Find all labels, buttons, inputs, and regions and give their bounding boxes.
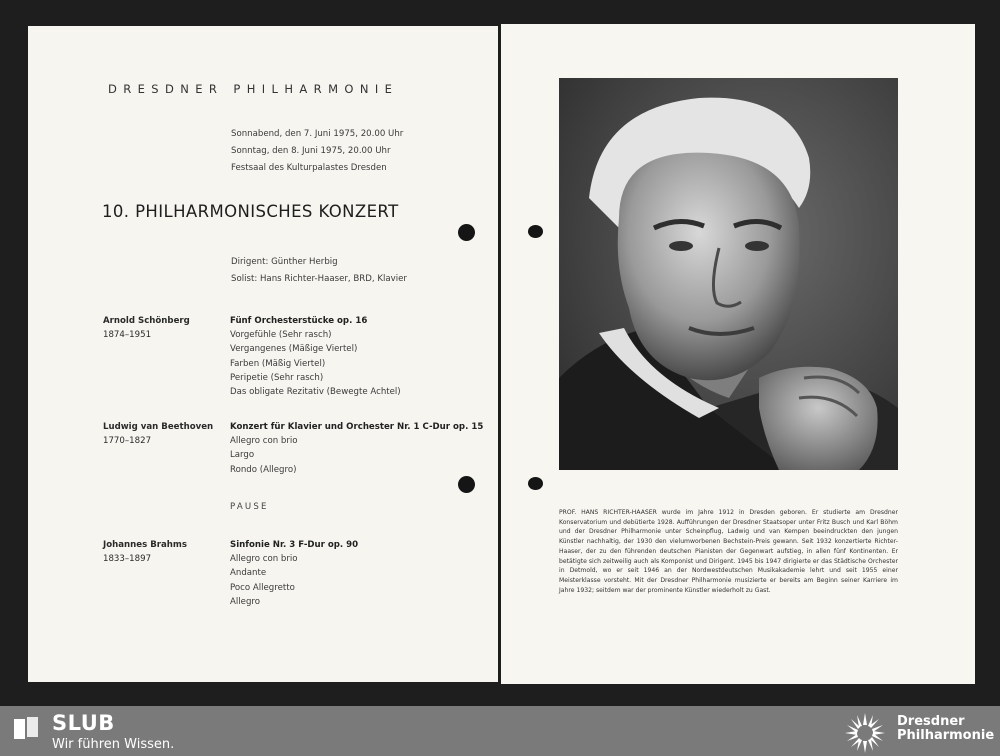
venue-line: Festsaal des Kulturpalastes Dresden — [231, 163, 387, 173]
conductor-line: Dirigent: Günther Herbig — [231, 257, 338, 267]
date-line: Sonntag, den 8. Juni 1975, 20.00 Uhr — [231, 146, 391, 156]
movement: Allegro con brio — [230, 554, 298, 565]
soloist-line: Solist: Hans Richter-Haaser, BRD, Klavier — [231, 274, 407, 284]
biography-text: PROF. HANS RICHTER-HAASER wurde im Jahre 1912 in Dresden geboren. Er studierte am Dresdner Konservatorium und debütierte 1928. Aufführungen der Dresdner Staatsoper unter Fritz Busch und Karl Böhm und der Dresdner Philharmonie unter Scheinpflug, Ladwig und van Kempen beeindruckten den jungen Künstler nachhaltig, der 1930 den vielumworbenen Bechstein-Preis gewann. Seit 1932 konzertierte Richter-Haaser, der zu den führenden deutschen Pianisten der Gegenwart aufstieg, in allen fünf Kontinenten. Er betätigte sich zeitweilig auch als Komponist und Dirigent. 1945 bis 1947 dirigierte er das Städtische Orchester in Detmold, wo er seit 1946 an der Nordwestdeutschen Musikakademie lehrt und seit 1955 einer Meisterklasse vorsteht. Mit der Dresdner Philharmonie musizierte er bereits am Beginn seiner Karriere im Jahre 1932; seitdem war der prominente Künstler wiederholt zu Gast. — [559, 509, 898, 594]
movement: Allegro con brio — [230, 436, 298, 447]
punch-hole — [458, 224, 475, 241]
portrait-image — [559, 78, 898, 470]
composer-name: Arnold Schönberg — [103, 316, 190, 326]
book-icon — [12, 715, 40, 743]
punch-hole — [528, 477, 543, 490]
date-line: Sonnabend, den 7. Juni 1975, 20.00 Uhr — [231, 129, 404, 139]
composer-years: 1770–1827 — [103, 436, 152, 446]
movement: Vorgefühle (Sehr rasch) — [230, 330, 332, 341]
work-title: Konzert für Klavier und Orchester Nr. 1 C-Dur op. 15 — [230, 422, 484, 432]
dp-name-line: Dresdner — [897, 714, 965, 729]
movement: Das obligate Rezitativ (Bewegte Achtel) — [230, 387, 401, 398]
work-title: Fünf Orchesterstücke op. 16 — [230, 316, 368, 326]
movement: Farben (Mäßig Viertel) — [230, 358, 326, 369]
slub-name: SLUB — [52, 711, 115, 735]
composer-info — [103, 314, 190, 342]
composer-years: 1874–1951 — [103, 330, 152, 340]
organization-heading: DRESDNER PHILHARMONIE — [108, 82, 399, 96]
movement: Vergangenes (Mäßige Viertel) — [230, 344, 358, 355]
composer-years: 1833–1897 — [103, 554, 152, 564]
right-page — [501, 24, 975, 684]
composer-name: Johannes Brahms — [103, 540, 187, 550]
portrait-photo — [559, 78, 898, 470]
composer-name: Ludwig van Beethoven — [103, 422, 214, 432]
concert-title: 10. PHILHARMONISCHES KONZERT — [102, 202, 399, 221]
concert-dates — [231, 126, 403, 177]
work-info — [230, 420, 483, 477]
punch-hole — [458, 476, 475, 493]
movement: Andante — [230, 568, 267, 579]
performer-credits — [231, 254, 407, 288]
work-title: Sinfonie Nr. 3 F-Dur op. 90 — [230, 540, 359, 550]
movement: Poco Allegretto — [230, 582, 295, 593]
dp-name — [897, 715, 994, 743]
movement: Largo — [230, 450, 255, 461]
sunburst-logo-icon — [843, 711, 887, 755]
left-page — [28, 26, 498, 682]
pause-label: PAUSE — [230, 502, 269, 512]
footer-bar — [0, 706, 1000, 756]
composer-info — [103, 420, 213, 448]
movement: Peripetie (Sehr rasch) — [230, 372, 324, 383]
composer-info — [103, 538, 187, 566]
slub-slogan: Wir führen Wissen. — [52, 737, 175, 752]
work-info — [230, 314, 401, 399]
work-info — [230, 538, 358, 609]
dp-name-line: Philharmonie — [897, 728, 995, 743]
movement: Allegro — [230, 596, 260, 607]
punch-hole — [528, 225, 543, 238]
movement: Rondo (Allegro) — [230, 464, 297, 475]
